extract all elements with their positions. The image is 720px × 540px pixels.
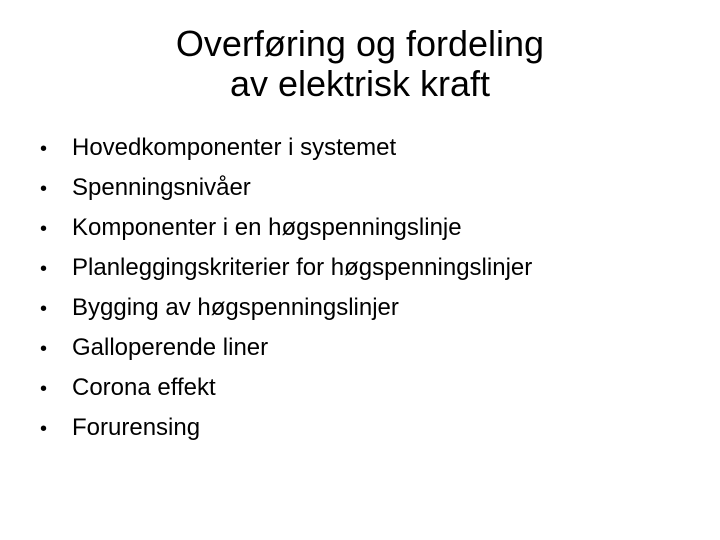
- bullet-list: [40, 128, 532, 448]
- list-item: [40, 208, 532, 248]
- slide-title: [0, 24, 720, 104]
- bullet-icon: •: [40, 378, 48, 400]
- bullet-icon: •: [40, 298, 48, 320]
- list-item: [40, 328, 532, 368]
- bullet-icon: •: [40, 178, 48, 200]
- list-item: [40, 408, 532, 448]
- bullet-text: Corona effekt: [72, 374, 216, 401]
- bullet-icon: •: [40, 418, 48, 440]
- bullet-text: Hovedkomponenter i systemet: [72, 134, 397, 161]
- bullet-text: Spenningsnivåer: [72, 174, 251, 201]
- bullet-text: Planleggingskriterier for høgspenningslinjer: [72, 254, 533, 281]
- bullet-icon: •: [40, 258, 48, 280]
- bullet-text: Bygging av høgspenningslinjer: [72, 294, 399, 321]
- list-item: [40, 368, 532, 408]
- bullet-text: Galloperende liner: [72, 334, 269, 361]
- bullet-text: Komponenter i en høgspenningslinje: [72, 214, 462, 241]
- list-item: [40, 128, 532, 168]
- title-line-1: Overføring og fordeling: [175, 23, 545, 64]
- bullet-text: Forurensing: [72, 414, 201, 441]
- title-line-2: av elektrisk kraft: [229, 63, 491, 104]
- list-item: [40, 168, 532, 208]
- bullet-icon: •: [40, 138, 48, 160]
- bullet-icon: •: [40, 218, 48, 240]
- list-item: [40, 248, 532, 288]
- list-item: [40, 288, 532, 328]
- bullet-icon: •: [40, 338, 48, 360]
